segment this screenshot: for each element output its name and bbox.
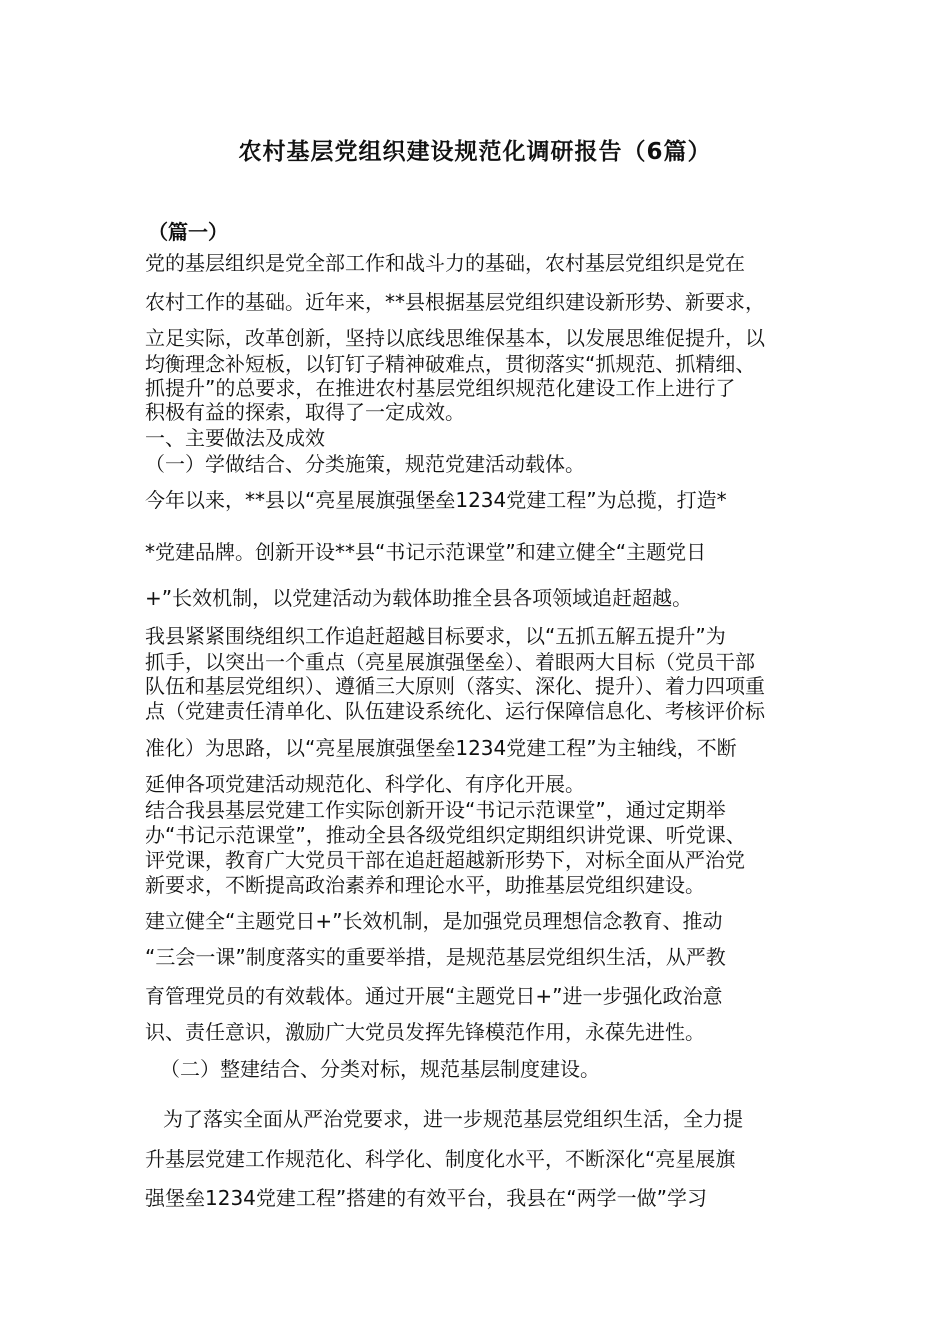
paragraph-line: 今年以来，**县以“亮星展旗强堡垒1234党建工程”为总揽，打造*	[145, 488, 727, 512]
paragraph-line: 均衡理念补短板，以钉钉子精神破难点，贯彻落实“抓规范、抓精细、	[145, 352, 756, 376]
paragraph-line: 积极有益的探索，取得了一定成效。	[145, 400, 465, 424]
paragraph-line: 强堡垒1234党建工程”搭建的有效平台，我县在“两学一做”学习	[145, 1186, 707, 1210]
paragraph-line: +”长效机制，以党建活动为载体助推全县各项领域追赶超越。	[145, 586, 693, 610]
paragraph-line: 抓提升”的总要求，在推进农村基层党组织规范化建设工作上进行了	[145, 376, 736, 400]
paragraph-line: 点（党建责任清单化、队伍建设系统化、运行保障信息化、考核评价标	[145, 699, 765, 723]
paragraph-line: 为了落实全面从严治党要求，进一步规范基层党组织生活，全力提	[163, 1107, 743, 1131]
paragraph-line: 升基层党建工作规范化、科学化、制度化水平，不断深化“亮星展旗	[145, 1147, 736, 1171]
paragraph-line: 育管理党员的有效载体。通过开展“主题党日+”进一步强化政治意	[145, 984, 723, 1008]
heading-main-measures: 一、主要做法及成效	[145, 426, 325, 450]
paragraph-line: 识、责任意识，激励广大党员发挥先锋模范作用，永葆先进性。	[145, 1020, 705, 1044]
paragraph-line: 我县紧紧围绕组织工作追赶超越目标要求，以“五抓五解五提升”为	[145, 624, 726, 648]
section-heading-part-one: （篇一）	[148, 220, 228, 244]
subheading-one: （一）学做结合、分类施策，规范党建活动载体。	[145, 452, 585, 476]
paragraph-line: 评党课，教育广大党员干部在追赶超越新形势下，对标全面从严治党	[145, 848, 745, 872]
paragraph-line: 新要求，不断提高政治素养和理论水平，助推基层党组织建设。	[145, 873, 705, 897]
subheading-two: （二）整建结合、分类对标，规范基层制度建设。	[160, 1057, 600, 1081]
paragraph-line: 立足实际，改革创新，坚持以底线思维保基本，以发展思维促提升，以	[145, 326, 765, 350]
paragraph-line: 农村工作的基础。近年来，**县根据基层党组织建设新形势、新要求，	[145, 290, 765, 314]
document-title: 农村基层党组织建设规范化调研报告（6篇）	[238, 139, 712, 165]
paragraph-line: 抓手，以突出一个重点（亮星展旗强堡垒）、着眼两大目标（党员干部	[145, 650, 755, 674]
paragraph-line: 延伸各项党建活动规范化、科学化、有序化开展。	[145, 772, 585, 796]
paragraph-line: 办“书记示范课堂”，推动全县各级党组织定期组织讲党课、听党课、	[145, 823, 746, 847]
paragraph-line: *党建品牌。创新开设**县“书记示范课堂”和建立健全“主题党日	[145, 540, 707, 564]
paragraph-line: 结合我县基层党建工作实际创新开设“书记示范课堂”，通过定期举	[145, 798, 726, 822]
paragraph-line: 队伍和基层党组织）、遵循三大原则（落实、深化、提升）、着力四项重	[145, 674, 765, 698]
paragraph-line: “三会一课”制度落实的重要举措，是规范基层党组织生活，从严教	[145, 945, 726, 969]
paragraph-line: 准化）为思路，以“亮星展旗强堡垒1234党建工程”为主轴线，不断	[145, 736, 737, 760]
paragraph-line: 党的基层组织是党全部工作和战斗力的基础，农村基层党组织是党在	[145, 251, 745, 275]
paragraph-line: 建立健全“主题党日+”长效机制，是加强党员理想信念教育、推动	[145, 909, 723, 933]
